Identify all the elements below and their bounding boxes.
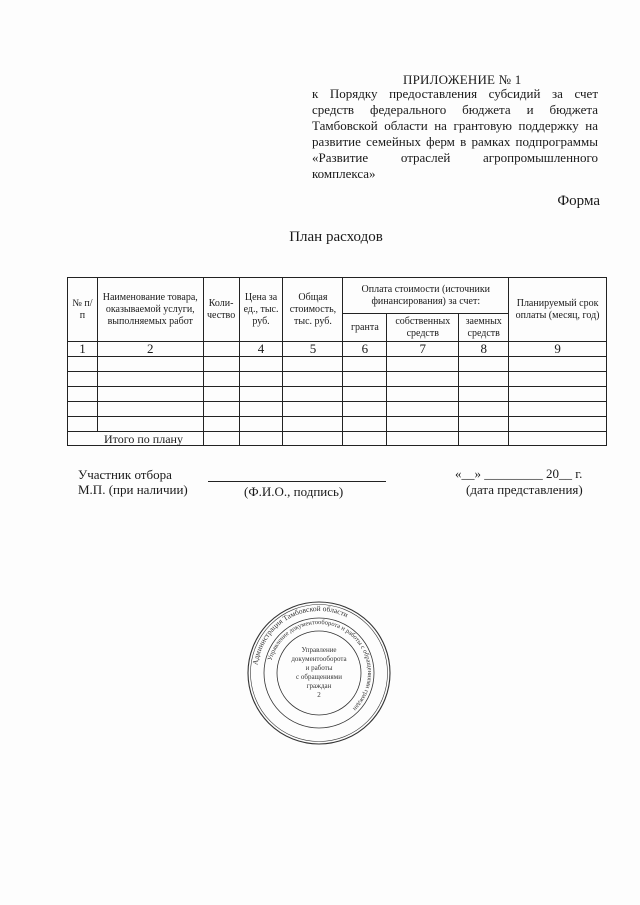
appendix-line: к Порядку предоставления субсидий за счет <box>312 86 598 101</box>
header-num: № п/п <box>68 278 98 342</box>
appendix-line: средств федерального бюджета и бюджета <box>312 102 598 117</box>
stamp-outer-text: Администрация Тамбовской области <box>250 603 350 666</box>
stamp-center-line: Управление <box>301 646 337 654</box>
header-payment-sources: Оплата стоимости (источники финансирования) за счет: <box>343 278 509 314</box>
column-number: 6 <box>343 342 387 357</box>
table-row <box>68 357 607 372</box>
official-stamp <box>246 600 392 746</box>
stamp-center-line: 2 <box>317 691 321 699</box>
appendix-line: «Развитие отраслей агропромышленного <box>312 150 598 165</box>
appendix-line: комплекса» <box>312 166 376 181</box>
stamp-center-line: и работы <box>305 664 333 672</box>
header-grant: гранта <box>343 314 387 342</box>
total-label: Итого по плану <box>68 432 204 446</box>
header-term: Планируемый срок оплаты (месяц, год) <box>509 278 607 342</box>
page-title: План расходов <box>289 229 383 245</box>
column-number: 5 <box>283 342 343 357</box>
appendix-text <box>312 86 598 182</box>
stamp-center-line: граждан <box>306 682 332 690</box>
stamp-center-line: документооборота <box>291 655 347 663</box>
table-row <box>68 387 607 402</box>
column-number: 8 <box>459 342 509 357</box>
header-qty: Коли-чество <box>203 278 239 342</box>
total-row <box>68 432 607 446</box>
header-own-funds: собственных средств <box>387 314 459 342</box>
form-label: Форма <box>557 193 600 209</box>
expense-plan-table <box>67 277 607 446</box>
date-caption: (дата представления) <box>466 482 583 497</box>
stamp-center-line: с обращениями <box>296 673 342 681</box>
seal-label: М.П. (при наличии) <box>78 482 188 497</box>
table-row <box>68 402 607 417</box>
column-number-row <box>68 342 607 357</box>
participant-label: Участник отбора <box>78 467 172 482</box>
table-row <box>68 372 607 387</box>
appendix-line: Тамбовской области на грантовую поддержку на <box>312 118 598 133</box>
header-price: Цена за ед., тыс. руб. <box>239 278 283 342</box>
column-number: 4 <box>239 342 283 357</box>
signature-line <box>208 481 386 482</box>
header-name: Наименование товара, оказываемой услуги, выполняемых работ <box>97 278 203 342</box>
table-row <box>68 417 607 432</box>
header-loan-funds: заемных средств <box>459 314 509 342</box>
stamp-inner-text: Управление документооборота и работы с обращениями граждан <box>266 618 374 713</box>
appendix-line: развитие семейных ферм в рамках подпрограммы <box>312 134 598 149</box>
column-number: 7 <box>387 342 459 357</box>
appendix-title: ПРИЛОЖЕНИЕ № 1 <box>403 72 522 87</box>
date-line: «__» _________ 20__ г. <box>455 466 583 481</box>
fio-caption: (Ф.И.О., подпись) <box>244 484 344 499</box>
column-number <box>203 342 239 357</box>
column-number: 1 <box>68 342 98 357</box>
header-total-cost: Общая стоимость, тыс. руб. <box>283 278 343 342</box>
stamp-icon <box>246 600 392 746</box>
column-number: 9 <box>509 342 607 357</box>
column-number: 2 <box>97 342 203 357</box>
